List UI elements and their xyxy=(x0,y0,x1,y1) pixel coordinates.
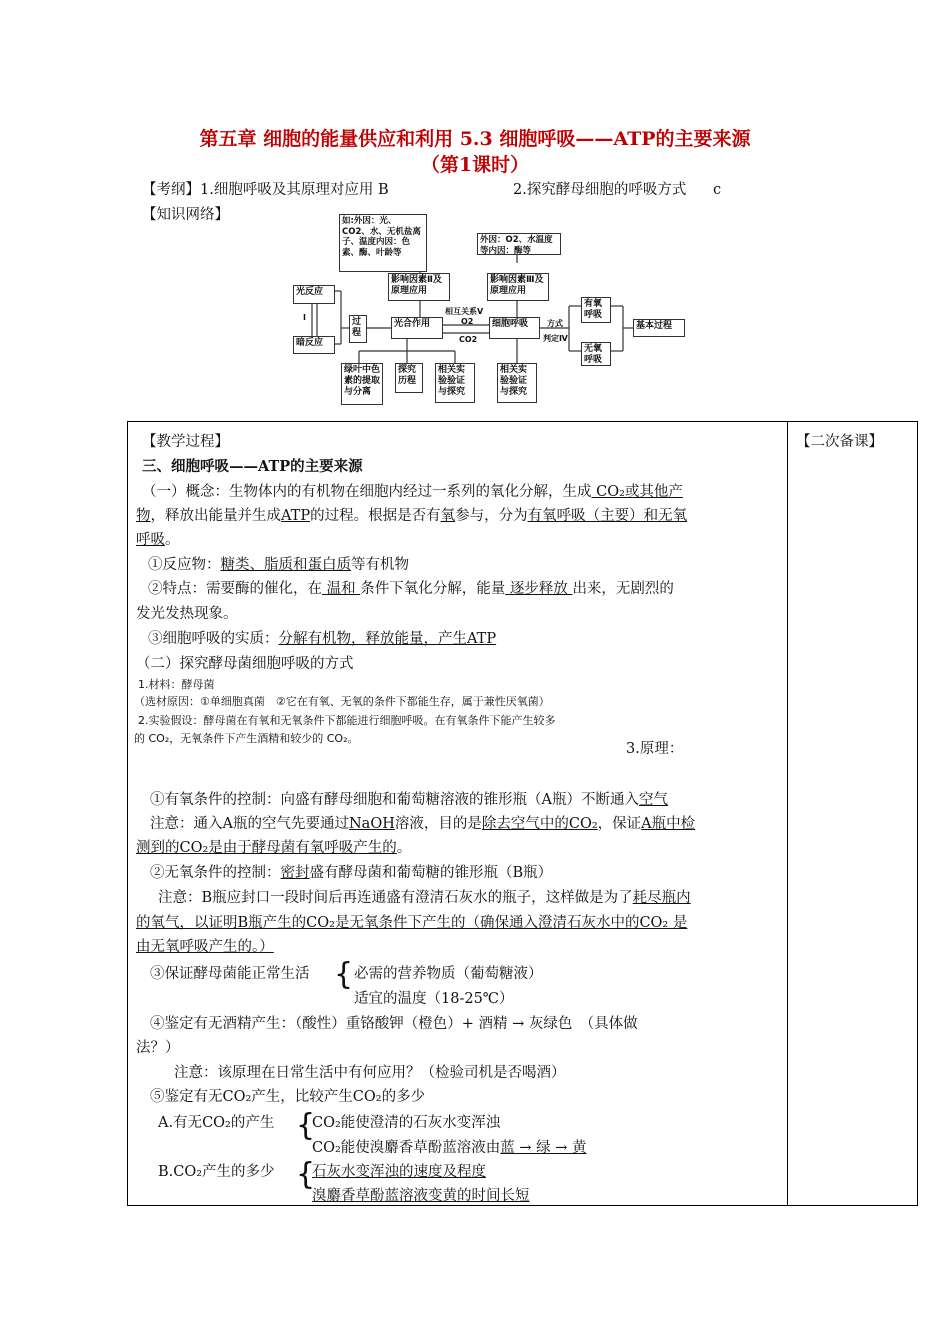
co2-b-label: B.CO₂产生的多少 xyxy=(158,1164,275,1180)
page-title: 第五章 细胞的能量供应和利用 5.3 细胞呼吸——ATP的主要来源 xyxy=(199,128,751,150)
box-experiment-1: 相关实验验证与探究 xyxy=(435,363,475,403)
co2-title: ⑤鉴定有无CO₂产生，比较产生CO₂的多少 xyxy=(150,1089,426,1105)
box-anaerobic: 无氧呼吸 xyxy=(581,342,611,366)
co2-b-item-1 xyxy=(312,1160,486,1181)
concept-t2: 的过程。根据是否有 xyxy=(310,508,441,524)
essence-label: ③细胞呼吸的实质： xyxy=(148,631,279,647)
note1-t2: 溶液，目的是 xyxy=(394,816,482,832)
feature-u2: 逐步释放 xyxy=(505,581,573,597)
note2-u1: 耗尽瓶内 xyxy=(632,890,691,906)
note2-u2: 的氧气，以证明B瓶产生的CO₂是无氧条件下产生的（确保通入澄清石灰水中的CO₂ 是 xyxy=(136,915,688,931)
concept-u4: 有氧呼吸（主要）和无氧 xyxy=(527,508,688,524)
co2-b1-underline: 石灰水变浑浊的速度及程度 xyxy=(312,1164,486,1180)
co2-a-item-1: CO₂能使澄清的石灰水变浑浊 xyxy=(312,1115,501,1131)
reactant-underline: 糖类、脂质和蛋白质 xyxy=(220,557,351,573)
note1-t3: ，保证 xyxy=(597,816,642,832)
concept-u2: ATP xyxy=(281,508,311,524)
feature-line-1 xyxy=(148,577,674,598)
guarantee-label: ③保证酵母菌能正常生活 xyxy=(150,966,310,982)
concept-u5: 呼吸 xyxy=(136,532,165,548)
anaerobic-t1: ②无氧条件的控制： xyxy=(150,865,281,881)
co2-b2-underline: 时间长短 xyxy=(471,1188,530,1204)
co2-a-item-2 xyxy=(312,1136,587,1157)
aerobic-control xyxy=(150,788,668,809)
box-cell-respiration: 细胞呼吸 xyxy=(489,317,540,339)
note-2-line-3 xyxy=(136,935,274,956)
feature-t3: 出来，无剧烈的 xyxy=(572,581,674,597)
material-2: （选材原因：①单细胞真菌 ②它在有氧、无氧的条件下都能生存，属于兼性厌氧菌） xyxy=(134,695,550,708)
box-external-factors-1: 如:外因：光、CO2、水、无机盐离子、温度内因：色素、酶、叶龄等 xyxy=(339,214,427,272)
label-mode: 方式 xyxy=(547,319,563,328)
note1-t1: 注意：通入A瓶的空气先要通过 xyxy=(150,816,349,832)
header-second-prep: 【二次备课】 xyxy=(796,434,883,450)
concept-underline: CO₂或其他产 xyxy=(591,484,683,500)
brace-co2-a: { xyxy=(296,1108,316,1143)
note2-u3: 由无氧呼吸产生的。） xyxy=(136,939,274,955)
co2-a2-text: CO₂能使溴麝香草酚蓝溶液由 xyxy=(312,1140,501,1156)
aerobic-underline: 空气 xyxy=(638,792,668,808)
page-subtitle: （第1课时） xyxy=(420,154,530,176)
concept-t4: 。 xyxy=(165,532,180,548)
concept-line-2 xyxy=(136,504,687,525)
outline-item-2 xyxy=(513,178,721,199)
box-process: 过程 xyxy=(349,315,367,343)
note2-t1: 注意：B瓶应封口一段时间后再连通盛有澄清石灰水的瓶子，这样做是为了 xyxy=(158,890,633,906)
teaching-table xyxy=(127,421,918,1206)
concept-u1: 物 xyxy=(136,508,151,524)
section-title: 三、细胞呼吸——ATP的主要来源 xyxy=(142,458,363,475)
outline-item-2-level: c xyxy=(712,182,722,198)
outline-item-2-text: 2.探究酵母细胞的呼吸方式 xyxy=(513,182,687,198)
alcohol-line-2: 法？） xyxy=(136,1040,180,1056)
outline-item-1: 1.细胞呼吸及其原理对应用 B xyxy=(200,182,389,198)
box-dark-reaction: 暗反应 xyxy=(293,336,335,354)
guarantee-item-2: 适宜的温度（18-25℃） xyxy=(354,991,514,1007)
label-I: I xyxy=(303,313,306,322)
outline-label: 【考纲】 xyxy=(142,182,200,198)
co2-b2-text: 溴麝香草酚蓝溶液变黄的 xyxy=(312,1188,472,1204)
network-label: 【知识网络】 xyxy=(142,207,229,223)
co2-b-item-2 xyxy=(312,1184,530,1205)
brace-guarantee: { xyxy=(334,957,354,992)
label-relation: 相互关系Ⅴ xyxy=(445,307,484,316)
material-1: 1.材料：酵母菌 xyxy=(138,678,215,691)
co2-a-label: A.有无CO₂的产生 xyxy=(158,1115,275,1131)
essence-line xyxy=(148,627,496,648)
concept-text: （一）概念：生物体内的有机物在细胞内经过一系列的氧化分解，生成 xyxy=(142,484,592,500)
label-co2: CO2 xyxy=(459,335,478,344)
reactant-label: ①反应物： xyxy=(148,557,221,573)
anaerobic-control xyxy=(150,861,552,882)
label-judge: 判定Ⅳ xyxy=(543,334,568,343)
note1-u1: NaOH xyxy=(348,816,395,832)
box-external-factors-2: 外因：O2、水温度等内因：酶等 xyxy=(477,233,561,255)
box-influence-factor-2: 影响因素Ⅱ及原理应用 xyxy=(388,273,450,301)
guarantee-item-1: 必需的营养物质（葡萄糖液） xyxy=(354,966,543,982)
co2-a2-underline: 蓝 → 绿 → 黄 xyxy=(500,1140,587,1156)
concept-u3: 氧 xyxy=(440,508,456,524)
reactant-tail: 等有机物 xyxy=(351,557,409,573)
note1-u3: A瓶中检 xyxy=(641,816,696,832)
knowledge-network-diagram xyxy=(289,211,711,407)
box-experiment-2: 相关实验验证与探究 xyxy=(497,363,537,403)
box-influence-factor-3: 影响因素Ⅲ及原理应用 xyxy=(487,273,549,301)
box-basic-process: 基本过程 xyxy=(633,319,685,337)
box-pigment-extraction: 绿叶中色素的提取与分离 xyxy=(341,363,383,405)
concept-t1: ，释放出能量并生成 xyxy=(150,508,281,524)
part-2-title: （二）探究酵母菌细胞呼吸的方式 xyxy=(136,656,354,672)
feature-line-2: 发光发热现象。 xyxy=(136,606,238,622)
box-aerobic: 有氧呼吸 xyxy=(581,297,611,323)
column-divider xyxy=(787,422,788,1205)
note1-u2: 除去空气中的CO₂ xyxy=(481,816,598,832)
header-teaching-process: 【教学过程】 xyxy=(142,434,229,450)
box-exploration-history: 探究历程 xyxy=(395,363,423,393)
note-1-line-1 xyxy=(150,812,695,833)
box-light-reaction: 光反应 xyxy=(293,285,335,304)
hypothesis-2: 的 CO₂，无氧条件下产生酒精和较少的 CO₂。 xyxy=(134,732,359,745)
concept-t3: 参与，分为 xyxy=(455,508,528,524)
alcohol-line-1: ④鉴定有无酒精产生：（酸性）重铬酸钾（橙色）+ 酒精 → 灰绿色 （具体做 xyxy=(150,1016,638,1032)
label-o2: O2 xyxy=(461,317,474,326)
note-1-line-2 xyxy=(136,836,411,857)
note1-u4: 测到的CO₂是由于酵母菌有氧呼吸产生的 xyxy=(136,840,397,856)
essence-underline: 分解有机物，释放能量，产生ATP xyxy=(278,631,497,647)
concept-line-3 xyxy=(136,528,180,549)
anaerobic-t2: 盛有酵母菌和葡萄糖的锥形瓶（B瓶） xyxy=(309,865,553,881)
principle-label: 3.原理： xyxy=(626,741,684,757)
brace-co2-b: { xyxy=(296,1157,316,1192)
note1-t4: 。 xyxy=(396,840,412,856)
feature-t1: ②特点：需要酶的催化，在 xyxy=(148,581,322,597)
reactant-line xyxy=(148,553,409,574)
note-2-line-2 xyxy=(136,911,687,932)
box-photosynthesis: 光合作用 xyxy=(391,317,443,339)
alcohol-note: 注意：该原理在日常生活中有何应用？（检验司机是否喝酒） xyxy=(174,1065,566,1081)
concept-line-1 xyxy=(142,480,683,501)
hypothesis-1: 2.实验假设：酵母菌在有氧和无氧条件下都能进行细胞呼吸。在有氧条件下能产生较多 xyxy=(138,714,556,727)
outline-row xyxy=(142,178,389,199)
aerobic-text: ①有氧条件的控制：向盛有酵母细胞和葡萄糖溶液的锥形瓶（A瓶）不断通入 xyxy=(150,792,639,808)
feature-u1: 温和 xyxy=(322,581,361,597)
anaerobic-u: 密封 xyxy=(280,865,310,881)
note-2-line-1 xyxy=(158,886,691,907)
feature-t2: 条件下氧化分解，能量 xyxy=(360,581,506,597)
